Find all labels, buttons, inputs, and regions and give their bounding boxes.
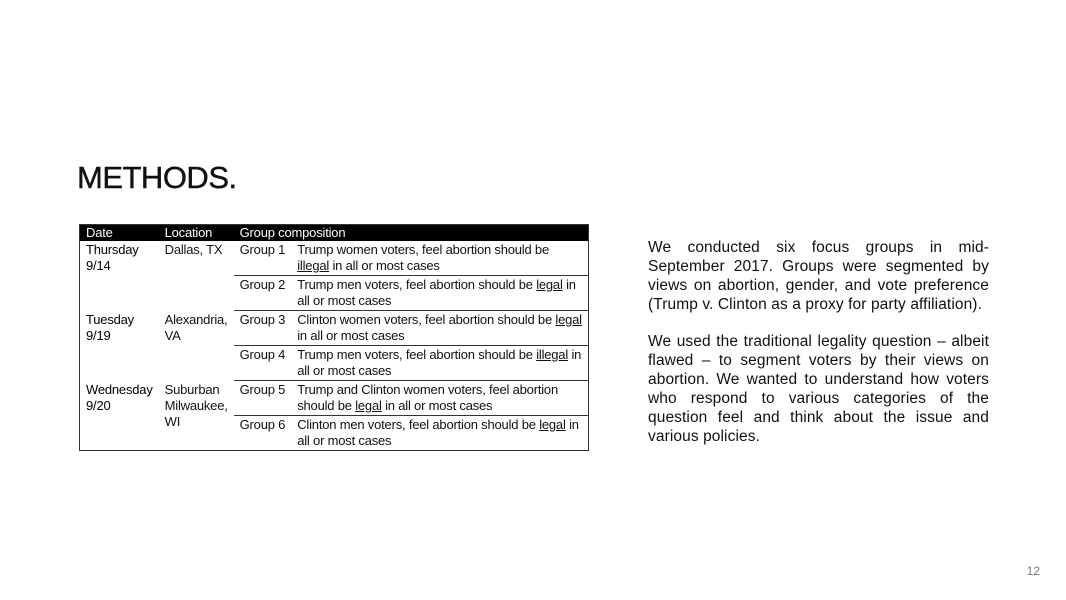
legality-keyword: illegal [536, 347, 569, 362]
methods-paragraph-2: We used the traditional legality question – albeit flawed – to segment voters by their views on abortion. We wanted to understand how voters who respond to various categories of the question feel and think about the issue and various policies. [648, 333, 989, 445]
row-description: Clinton women voters, feel abortion should be legal in all or most cases [291, 311, 588, 346]
table-row [80, 381, 589, 416]
row-description: Clinton men voters, feel abortion should be legal in all or most cases [291, 416, 588, 451]
legality-keyword: legal [536, 277, 563, 292]
legality-keyword: legal [355, 398, 382, 413]
methods-table [79, 224, 589, 451]
row-description: Trump men voters, feel abortion should be illegal in all or most cases [291, 346, 588, 381]
header-date: Date [80, 225, 159, 242]
row-location: Alexandria, VA [164, 311, 228, 343]
row-group: Group 2 [234, 276, 292, 311]
row-description: Trump and Clinton women voters, feel abortion should be legal in all or most cases [291, 381, 588, 416]
row-location: Suburban Milwaukee, WI [164, 381, 228, 429]
header-location: Location [159, 225, 234, 242]
row-group: Group 1 [239, 242, 286, 257]
header-group-composition: Group composition [234, 225, 589, 242]
row-location: Dallas, TX [164, 242, 223, 257]
legality-keyword: legal [555, 312, 582, 327]
table-row [80, 241, 589, 276]
page-title: METHODS. [77, 160, 237, 195]
legality-keyword: illegal [297, 258, 330, 273]
row-group: Group 3 [234, 311, 292, 346]
row-group: Group 4 [234, 346, 292, 381]
methods-paragraph-1: We conducted six focus groups in mid-September 2017. Groups were segmented by views on abortion, gender, and vote preference (Trump v. Clinton as a proxy for party affiliation). [648, 239, 989, 313]
row-group: Group 5 [234, 381, 292, 416]
row-date: Wednesday 9/20 [86, 381, 153, 413]
row-description: Trump women voters, feel abortion should be illegal in all or most cases [297, 242, 549, 273]
row-date: Thursday 9/14 [86, 242, 139, 273]
table-row [80, 311, 589, 346]
row-date: Tuesday 9/19 [86, 311, 134, 343]
row-description: Trump men voters, feel abortion should be legal in all or most cases [291, 276, 588, 311]
table-header-row [80, 225, 589, 242]
row-group: Group 6 [234, 416, 292, 451]
legality-keyword: legal [539, 417, 566, 432]
page-number: 12 [1026, 564, 1040, 578]
